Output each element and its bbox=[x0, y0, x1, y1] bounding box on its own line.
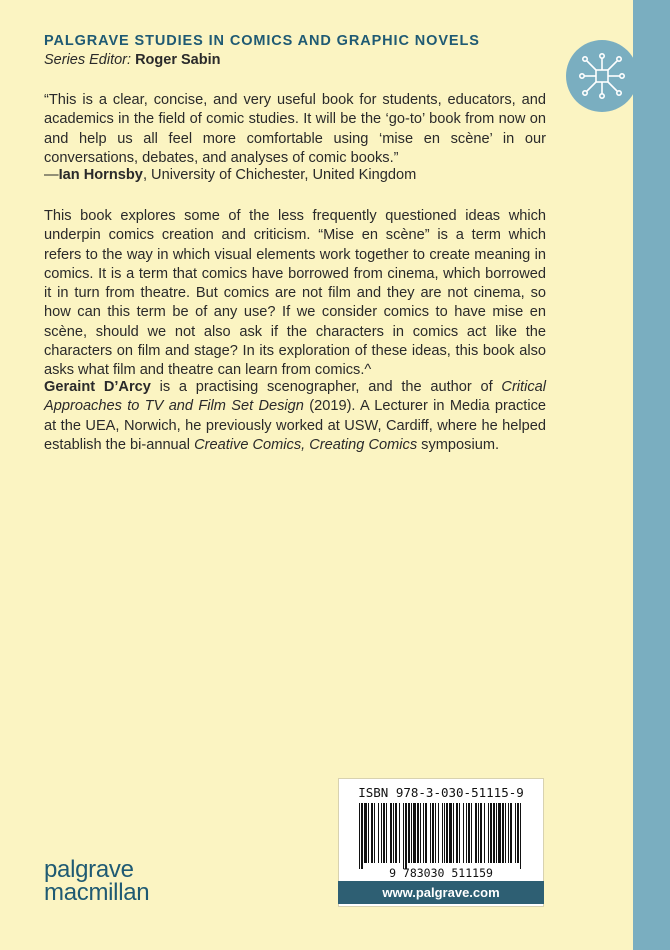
barcode-bar bbox=[496, 803, 497, 863]
barcode-bar bbox=[475, 803, 477, 863]
barcode-bar bbox=[466, 803, 467, 863]
barcode-bar bbox=[456, 803, 458, 863]
barcode-bar bbox=[371, 803, 373, 863]
barcode-bar bbox=[444, 803, 445, 863]
barcode-bar bbox=[438, 803, 439, 863]
series-editor bbox=[44, 52, 220, 68]
publisher-url[interactable]: www.palgrave.com bbox=[338, 881, 544, 904]
barcode-bar bbox=[471, 803, 472, 863]
barcode-bar bbox=[517, 803, 519, 863]
barcode-bar bbox=[515, 803, 516, 863]
series-logo bbox=[566, 40, 638, 112]
barcode-bar bbox=[408, 803, 410, 863]
bio-text-3: symposium. bbox=[417, 436, 500, 453]
barcode-bar bbox=[449, 803, 452, 863]
publisher-logo bbox=[44, 858, 149, 904]
barcode-bar bbox=[488, 803, 489, 863]
barcode-bar bbox=[510, 803, 512, 863]
barcode-bar bbox=[383, 803, 385, 863]
isbn-label: ISBN 978-3-030-51115-9 bbox=[358, 785, 524, 800]
author-name: Geraint D’Arcy bbox=[44, 379, 151, 395]
barcode-bar bbox=[432, 803, 434, 863]
spine-color-band bbox=[633, 0, 670, 950]
barcode-bar bbox=[423, 803, 424, 863]
attribution-dash: — bbox=[44, 167, 59, 183]
barcode-bar bbox=[459, 803, 460, 863]
endorsement-quote: “This is a clear, concise, and very useful book for students, educators, and academics in the field of comic studies. It will be the ‘go-to’ book from now on and help us all feel more comfortable using ‘mise en scène’ in our conversations, debates, and analyses of comic books.” bbox=[44, 92, 546, 166]
bio-book-title: Critical Approaches to TV and Film Set Design bbox=[44, 379, 546, 415]
barcode-bar bbox=[359, 803, 360, 869]
barcode-bar bbox=[505, 803, 506, 863]
barcode-bar bbox=[395, 803, 397, 863]
author-bio bbox=[44, 378, 546, 455]
barcode-bar bbox=[430, 803, 431, 863]
series-editor-name: Roger Sabin bbox=[135, 52, 221, 68]
bio-text-1: is a practising scenographer, and the author of bbox=[150, 379, 502, 395]
barcode-bar bbox=[425, 803, 427, 863]
barcode-bar bbox=[393, 803, 394, 863]
barcode-bar bbox=[420, 803, 421, 863]
barcode-bar bbox=[399, 803, 400, 863]
barcode-bar bbox=[417, 803, 419, 863]
series-editor-label: Series Editor: bbox=[44, 52, 132, 68]
publisher-logo-line1: palgrave bbox=[44, 856, 134, 883]
barcode-bar bbox=[478, 803, 479, 863]
barcode-bar bbox=[442, 803, 443, 863]
endorsement-attribution bbox=[44, 166, 416, 185]
barcode-bar bbox=[378, 803, 379, 863]
barcode-bar bbox=[390, 803, 392, 863]
barcode-bar bbox=[411, 803, 412, 863]
bio-event-title: Creative Comics, Creating Comics bbox=[194, 436, 418, 453]
barcode-bar bbox=[435, 803, 436, 863]
barcode-bar bbox=[490, 803, 492, 863]
barcode-bar bbox=[520, 803, 521, 869]
barcode-bar bbox=[413, 803, 416, 863]
book-description: This book explores some of the less frequently questioned ideas which underpin comics creation and criticism. “Mise en scène” is a term which refers to the way in which visual elements work together to create meaning in comics. It is a term that comics have borrowed from cinema, which borrowed it in turn from theatre. But comics are not film and they are not cinema, so how can this term be of any use? If we consider comics to have mise en scène, should we not also ask if the characters in comics act like the characters on film and stage? In its exploration of these ideas, this book also asks what film and theatre can learn from comics.^ bbox=[44, 208, 546, 379]
endorser-name: Ian Hornsby bbox=[58, 167, 143, 183]
barcode-bar bbox=[403, 803, 404, 869]
barcode-bar bbox=[463, 803, 464, 863]
publisher-logo-line2: macmillan bbox=[44, 879, 150, 906]
barcode-bar bbox=[453, 803, 454, 863]
barcode-bar bbox=[405, 803, 407, 869]
barcode-bar bbox=[368, 803, 369, 863]
barcode-icon bbox=[353, 803, 529, 881]
barcode-bar bbox=[502, 803, 504, 863]
network-icon bbox=[576, 50, 628, 102]
barcode-bar bbox=[508, 803, 509, 863]
barcode-bar bbox=[446, 803, 448, 863]
endorser-affiliation: , University of Chichester, United Kingdom bbox=[142, 167, 417, 183]
bio-text-2: (2019). A Lecturer in Media practice at the UEA, Norwich, he previously worked at USW, Cardiff, where he helped establish the bi-annual bbox=[44, 398, 546, 453]
barcode-bar bbox=[498, 803, 501, 863]
barcode-digits: 9 783030 511159 bbox=[389, 866, 493, 880]
barcode-bar bbox=[374, 803, 375, 863]
barcode-bar bbox=[386, 803, 387, 863]
barcode-bar bbox=[381, 803, 382, 863]
barcode-bar bbox=[364, 803, 367, 863]
barcode-bar bbox=[484, 803, 485, 863]
barcode-bar bbox=[361, 803, 363, 869]
barcode-bar bbox=[468, 803, 470, 863]
barcode-bar bbox=[493, 803, 495, 863]
series-title: PALGRAVE STUDIES IN COMICS AND GRAPHIC NOVELS bbox=[44, 33, 480, 49]
barcode-bar bbox=[480, 803, 482, 863]
